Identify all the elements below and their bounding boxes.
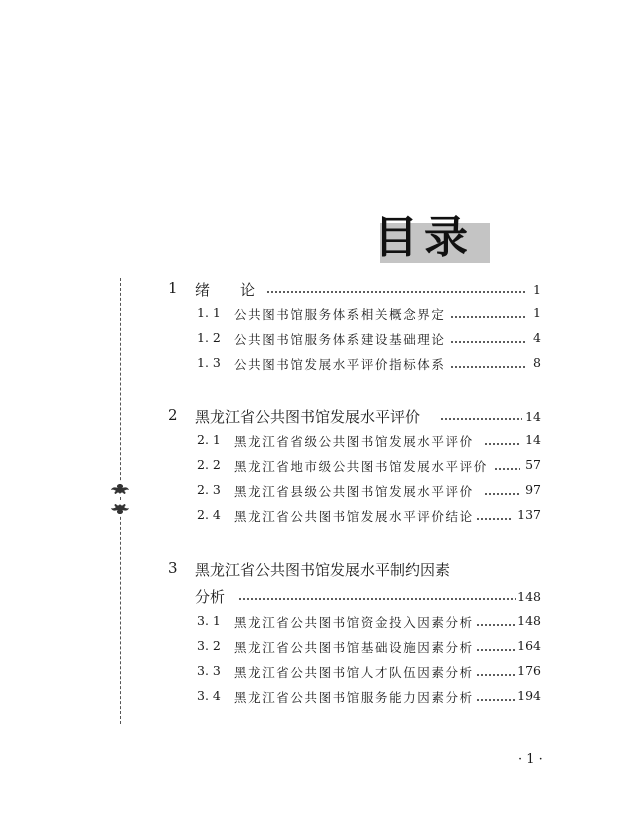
- section-number: 2. 1: [197, 432, 221, 447]
- section-number: 3. 1: [197, 613, 221, 628]
- page-number: 164: [517, 638, 541, 653]
- leader-dots: [238, 598, 516, 600]
- section-title: 黑龙江省公共图书馆基础设施因素分析: [234, 640, 474, 655]
- page-number: 57: [525, 457, 541, 472]
- page-number: 4: [533, 330, 541, 345]
- section-title: 黑龙江省公共图书馆发展水平评价结论: [234, 509, 474, 524]
- leader-dots: [266, 291, 526, 293]
- section-number: 3. 2: [197, 638, 221, 653]
- section-number: 3. 3: [197, 663, 221, 678]
- page-number: 148: [517, 613, 541, 628]
- leader-dots: [476, 674, 516, 676]
- section-number: 1. 3: [197, 355, 221, 370]
- ornament-icon: [108, 502, 132, 516]
- chapter-title-continued: 分析: [195, 588, 226, 606]
- page-number: 14: [525, 409, 541, 424]
- chapter-title: 黑龙江省公共图书馆发展水平评价: [195, 408, 421, 426]
- page-number: 14: [525, 432, 541, 447]
- chapter-number: 2: [168, 406, 178, 424]
- section-number: 1. 1: [197, 305, 221, 320]
- page-title: 目录: [374, 212, 474, 263]
- side-dashed-rule: [120, 278, 121, 724]
- page-number: 176: [517, 663, 541, 678]
- page-number: 137: [517, 507, 541, 522]
- section-title: 公共图书馆服务体系相关概念界定: [234, 307, 446, 322]
- footer-page-number: · 1 ·: [518, 752, 543, 767]
- leader-dots: [484, 493, 520, 495]
- chapter-number: 1: [168, 279, 178, 297]
- leader-dots: [484, 443, 520, 445]
- section-number: 3. 4: [197, 688, 221, 703]
- leader-dots: [450, 316, 527, 318]
- leader-dots: [450, 341, 527, 343]
- page-number: 1: [533, 282, 541, 297]
- leader-dots: [476, 699, 516, 701]
- leader-dots: [476, 518, 512, 520]
- section-title: 黑龙江省省级公共图书馆发展水平评价: [234, 434, 474, 449]
- leader-dots: [476, 649, 516, 651]
- section-number: 1. 2: [197, 330, 221, 345]
- toc-title: [374, 213, 490, 263]
- leader-dots: [494, 468, 520, 470]
- section-number: 2. 2: [197, 457, 221, 472]
- page-number: 8: [533, 355, 541, 370]
- page-number: 148: [517, 589, 541, 604]
- section-title: 黑龙江省公共图书馆服务能力因素分析: [234, 690, 474, 705]
- section-title: 公共图书馆发展水平评价指标体系: [234, 357, 446, 372]
- leader-dots: [440, 418, 522, 420]
- ornament-icon: [108, 482, 132, 496]
- leader-dots: [450, 366, 527, 368]
- page-number: 97: [525, 482, 541, 497]
- section-title: 黑龙江省公共图书馆资金投入因素分析: [234, 615, 474, 630]
- section-title: 黑龙江省县级公共图书馆发展水平评价: [234, 484, 474, 499]
- section-number: 2. 4: [197, 507, 221, 522]
- section-title: 黑龙江省地市级公共图书馆发展水平评价: [234, 459, 488, 474]
- page-number: 1: [533, 305, 541, 320]
- section-title: 公共图书馆服务体系建设基础理论: [234, 332, 446, 347]
- chapter-number: 3: [168, 559, 178, 577]
- section-number: 2. 3: [197, 482, 221, 497]
- leader-dots: [476, 624, 516, 626]
- chapter-title: 黑龙江省公共图书馆发展水平制约因素: [195, 561, 451, 579]
- page-number: 194: [517, 688, 541, 703]
- section-title: 黑龙江省公共图书馆人才队伍因素分析: [234, 665, 474, 680]
- chapter-title: 绪 论: [195, 281, 256, 299]
